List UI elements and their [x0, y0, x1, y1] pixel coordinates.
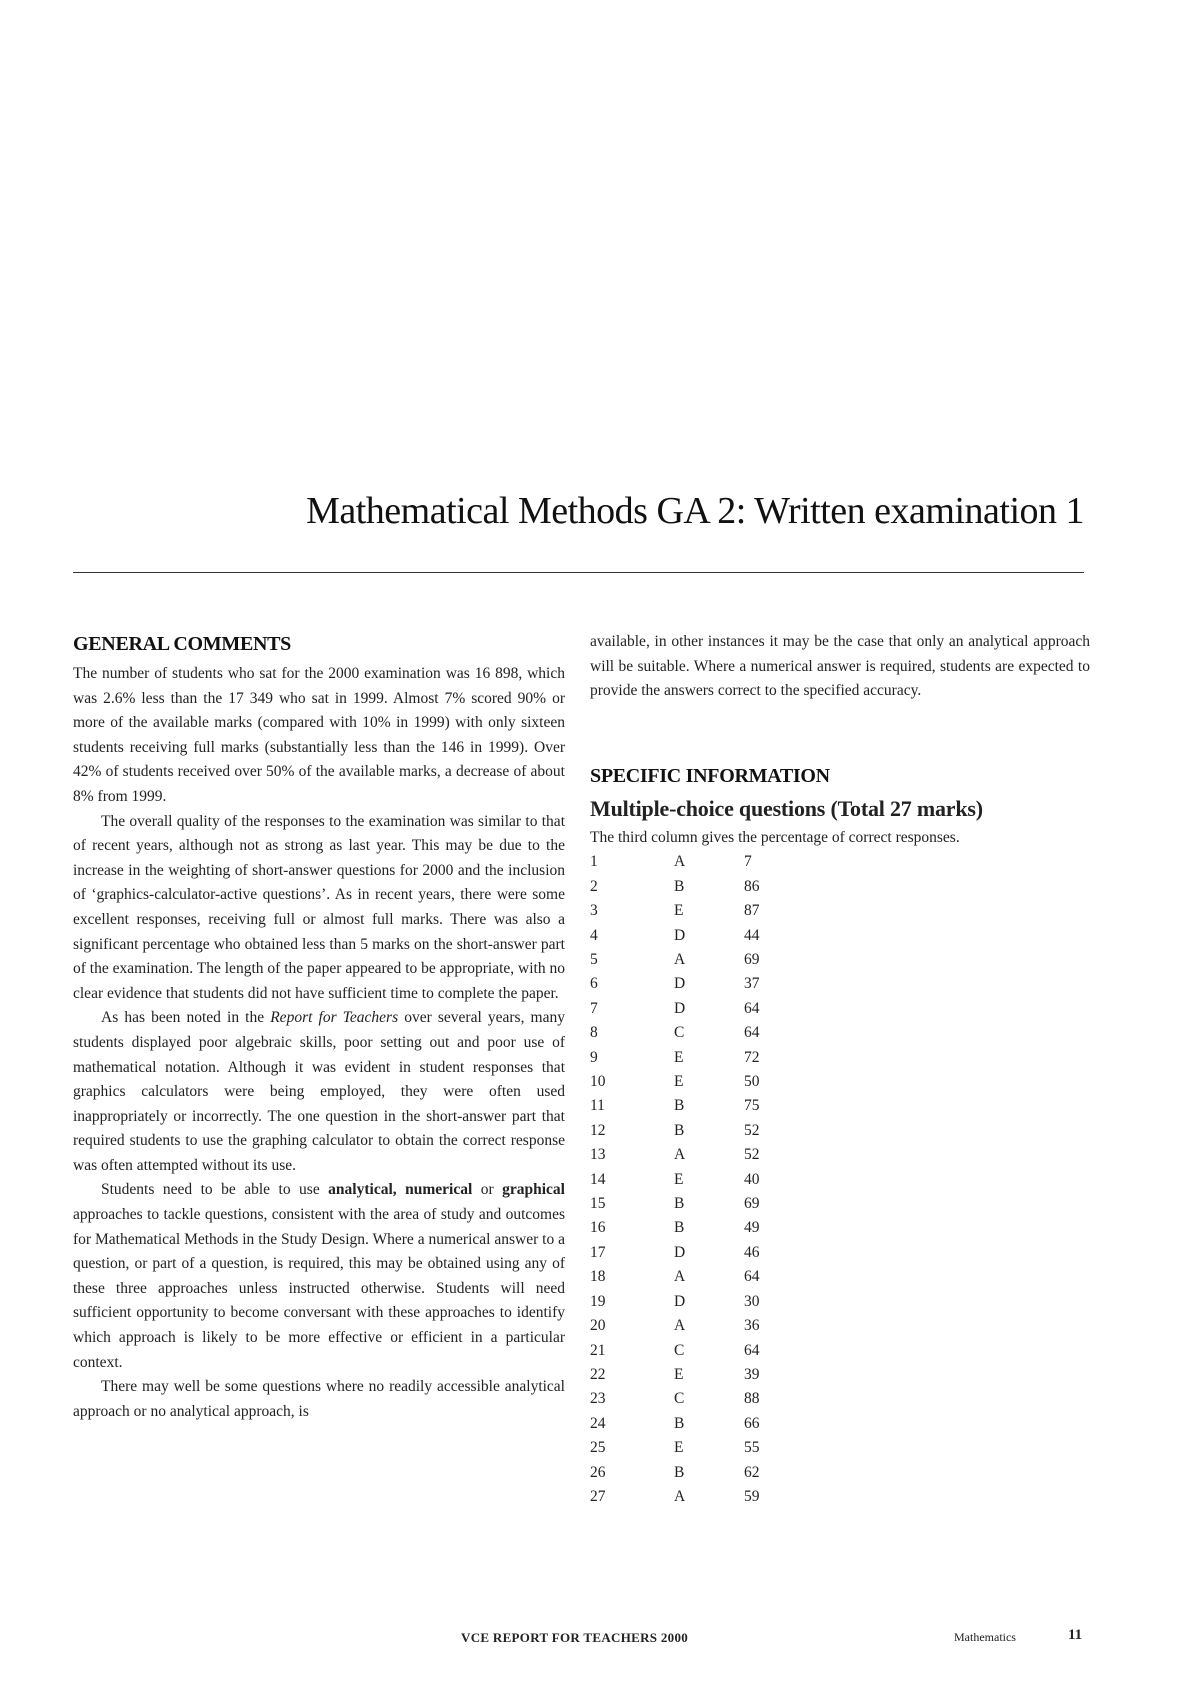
percent-correct: 69: [744, 1195, 760, 1213]
footer-report-title: VCE REPORT FOR TEACHERS 2000: [461, 1630, 689, 1645]
p4-bold-analytical: analytical, numerical: [328, 1181, 473, 1199]
percent-correct: 64: [744, 1268, 760, 1286]
percent-correct: 64: [744, 1341, 760, 1359]
question-number: 5: [590, 951, 598, 968]
table-row: [590, 1436, 804, 1460]
table-row: [590, 1192, 804, 1216]
question-number: 21: [590, 1341, 606, 1359]
percent-correct: 55: [744, 1439, 760, 1457]
question-number: 10: [590, 1073, 606, 1091]
general-paragraph-5: There may well be some questions where no readily accessible analytical approach or no analytical approach, is: [73, 1378, 565, 1420]
table-row: [590, 1241, 804, 1265]
answer-letter: B: [674, 1219, 685, 1237]
left-column: [73, 630, 565, 1424]
answer-letter: A: [674, 951, 686, 968]
question-number: 19: [590, 1292, 606, 1310]
answer-letter: B: [674, 1463, 685, 1481]
answer-letter: C: [674, 1341, 685, 1359]
right-column: [590, 630, 1090, 1509]
table-row: [590, 1412, 804, 1436]
general-paragraph-3: [73, 1006, 565, 1178]
answer-letter: D: [674, 1243, 686, 1261]
general-comments-heading: GENERAL COMMENTS: [73, 633, 292, 655]
answer-letter: D: [674, 926, 686, 944]
question-number: 14: [590, 1170, 606, 1188]
percent-correct: 72: [744, 1048, 760, 1066]
answer-letter: E: [674, 1073, 684, 1091]
question-number: 16: [590, 1219, 606, 1237]
table-row: [590, 1265, 804, 1289]
question-number: 13: [590, 1146, 606, 1164]
p3-text-end: over several years, many students displayed poor algebraic skills, poor setting out and poor use of mathematical notation. Although it was evident in student responses that graphics calculators were being employed, they were often used inappropriately or incorrectly. The one question in the short-answer part that required students to use the graphing calculator to obtain the correct response was often attempted without its use.: [73, 1009, 565, 1174]
general-paragraph-5-continued: available, in other instances it may be the case that only an analytical approach will be suitable. Where a numerical answer is required, students are expected to provide the answers correct to the specified accuracy.: [590, 633, 1090, 700]
footer-subject: Mathematics: [954, 1630, 1016, 1644]
answer-letter: D: [674, 1292, 686, 1310]
percent-correct: 59: [744, 1487, 760, 1505]
p4-text-mid: or: [472, 1181, 503, 1199]
answer-letter: A: [674, 1317, 686, 1335]
table-row: [590, 899, 804, 923]
table-row: [590, 1094, 804, 1118]
percent-correct: 62: [744, 1463, 760, 1481]
answer-letter: A: [674, 1268, 686, 1286]
question-number: 8: [590, 1024, 598, 1042]
table-row: [590, 1168, 804, 1192]
table-row: [590, 1290, 804, 1314]
table-row: [590, 1363, 804, 1387]
table-row: [590, 1216, 804, 1240]
question-number: 23: [590, 1390, 606, 1408]
answer-letter: D: [674, 975, 686, 993]
percent-correct: 66: [744, 1414, 760, 1432]
answer-letter: E: [674, 902, 684, 920]
percent-correct: 7: [744, 853, 752, 871]
question-number: 26: [590, 1463, 606, 1481]
answer-letter: E: [674, 1439, 684, 1457]
percent-correct: 30: [744, 1292, 760, 1310]
page-title: Mathematical Methods GA 2: Written examination 1: [306, 490, 1084, 532]
question-number: 20: [590, 1317, 606, 1335]
question-number: 12: [590, 1121, 606, 1139]
question-number: 25: [590, 1439, 606, 1457]
answer-letter: A: [674, 1487, 686, 1505]
answer-letter: B: [674, 1121, 685, 1139]
percent-correct: 87: [744, 902, 760, 920]
question-number: 1: [590, 853, 598, 871]
table-row: [590, 1143, 804, 1167]
multiple-choice-table-body: [590, 850, 804, 1509]
general-paragraph-2: The overall quality of the responses to the examination was similar to that of recent years, although not as strong as last year. This may be due to the increase in the weighting of short-answer questions for 2000 and the inclusion of ‘graphics-calculator-active questions’. As in recent years, there were some excellent responses, receiving full or almost full marks. There was also a significant percentage who obtained less than 5 marks on the short-answer part of the examination. The length of the paper appeared to be appropriate, with no clear evidence that students did not have sufficient time to complete the paper.: [73, 812, 565, 1002]
table-row: [590, 850, 804, 874]
percent-correct: 36: [744, 1317, 760, 1335]
table-row: [590, 948, 804, 972]
question-number: 2: [590, 877, 598, 895]
p4-bold-graphical: graphical: [502, 1181, 565, 1199]
question-number: 24: [590, 1414, 606, 1432]
question-number: 27: [590, 1487, 606, 1505]
question-number: 11: [590, 1097, 605, 1115]
specific-information-section: [590, 762, 1090, 1510]
question-number: 9: [590, 1048, 598, 1066]
table-row: [590, 1021, 804, 1045]
p4-text-end: approaches to tackle questions, consistent with the area of study and outcomes for Mathematical Methods in the Study Design. Where a numerical answer to a question, or part of a question, is required, this may be obtained using any of these three approaches unless instructed otherwise. Students will need sufficient opportunity to become conversant with these approaches to identify which approach is likely to be more effective or efficient in a particular context.: [73, 1206, 565, 1371]
page-number: 11: [1068, 1627, 1083, 1643]
percent-correct: 64: [744, 999, 760, 1017]
percent-correct: 39: [744, 1365, 760, 1383]
answer-letter: B: [674, 1195, 685, 1213]
table-row: [590, 1339, 804, 1363]
table-row: [590, 1485, 804, 1509]
table-row: [590, 1070, 804, 1094]
answer-letter: A: [674, 853, 686, 871]
table-row: [590, 972, 804, 996]
percent-correct: 52: [744, 1121, 760, 1139]
percent-correct: 40: [744, 1170, 760, 1188]
general-paragraph-1: The number of students who sat for the 2000 examination was 16 898, which was 2.6% less than the 17 349 who sat in 1999. Almost 7% scored 90% or more of the available marks (compared with 10% in 1999) with only sixteen students receiving full marks (substantially less than the 146 in 1999). Over 42% of students received over 50% of the available marks, a decrease of about 8% from 1999.: [73, 665, 565, 805]
percent-correct: 88: [744, 1390, 760, 1408]
percent-correct: 50: [744, 1073, 760, 1091]
answer-letter: C: [674, 1024, 685, 1042]
question-number: 3: [590, 902, 598, 920]
multiple-choice-intro: The third column gives the percentage of correct responses.: [590, 828, 960, 846]
percent-correct: 86: [744, 877, 760, 895]
answer-letter: B: [674, 877, 685, 895]
answer-letter: A: [674, 1146, 686, 1164]
p4-text-start: Students need to be able to use: [101, 1181, 329, 1199]
question-number: 22: [590, 1365, 606, 1383]
question-number: 18: [590, 1268, 606, 1286]
percent-correct: 46: [744, 1243, 760, 1261]
table-row: [590, 997, 804, 1021]
percent-correct: 52: [744, 1146, 760, 1164]
general-paragraph-4: [73, 1178, 565, 1375]
p3-text-start: As has been noted in the: [101, 1009, 271, 1027]
answer-letter: E: [674, 1048, 684, 1066]
percent-correct: 69: [744, 951, 760, 968]
answer-letter: E: [674, 1365, 684, 1383]
table-row: [590, 1119, 804, 1143]
percent-correct: 75: [744, 1097, 760, 1115]
answer-letter: C: [674, 1390, 685, 1408]
table-row: [590, 1046, 804, 1070]
table-row: [590, 924, 804, 948]
report-title-italic: Report for Teachers: [270, 1009, 399, 1027]
question-number: 4: [590, 926, 598, 944]
table-row: [590, 1314, 804, 1338]
percent-correct: 49: [744, 1219, 760, 1237]
table-row: [590, 1461, 804, 1485]
question-number: 7: [590, 999, 598, 1017]
percent-correct: 44: [744, 926, 760, 944]
percent-correct: 37: [744, 975, 760, 993]
percent-correct: 64: [744, 1024, 760, 1042]
question-number: 15: [590, 1195, 606, 1213]
answer-letter: B: [674, 1097, 685, 1115]
question-number: 6: [590, 975, 598, 993]
question-number: 17: [590, 1243, 606, 1261]
multiple-choice-subheading: Multiple-choice questions (Total 27 marks): [590, 795, 983, 821]
multiple-choice-table: [590, 850, 804, 1509]
answer-letter: E: [674, 1170, 684, 1188]
title-divider: [73, 572, 1084, 573]
answer-letter: B: [674, 1414, 685, 1432]
specific-information-heading: SPECIFIC INFORMATION: [590, 764, 830, 787]
table-row: [590, 1387, 804, 1411]
answer-letter: D: [674, 999, 686, 1017]
table-row: [590, 875, 804, 899]
